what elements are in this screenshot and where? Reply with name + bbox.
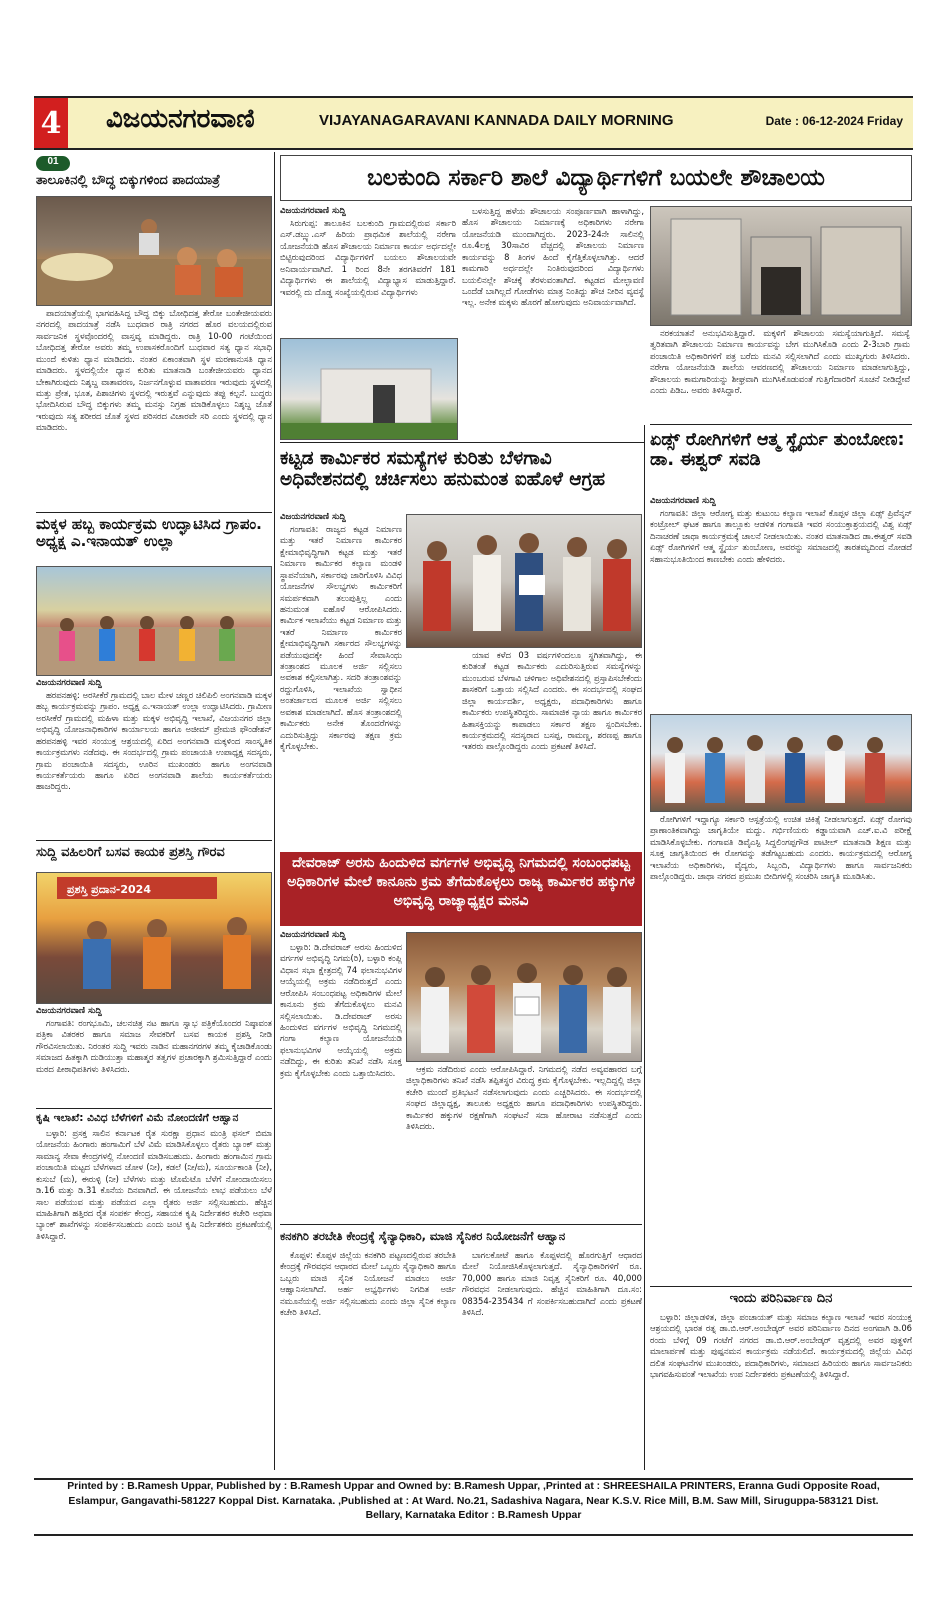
divider <box>36 1108 272 1109</box>
column-rule <box>644 425 645 1470</box>
lead-article-part-a <box>280 206 456 334</box>
lead-headline: ಬಲಕುಂದಿ ಸರ್ಕಾರಿ ಶಾಲೆ ವಿದ್ಯಾರ್ಥಿಗಳಿಗೆ ಬಯಲೇ ಶೌಚಾಲಯ <box>280 155 912 201</box>
article-construction-workers-b <box>462 650 642 848</box>
article-text: ರೋಗಿಗಳಿಗೆ ಇದ್ದಾಗ್ಯೂ ಸರ್ಕಾರಿ ಆಸ್ಪತ್ರೆಯಲ್ಲಿ ಉಚಿತ ಚಿಕಿತ್ಸೆ ನೀಡಲಾಗುತ್ತದೆ. ಏಡ್ಸ್ ರೋಗವು ಪ್ರಾಣಾಂತಿಕವಾಗಿದ್ದು ಜಾಗೃತಿಯೇ ಮದ್ದು. ಗರ್ಭಿಣಿಯರು ಕಡ್ಡಾಯವಾಗಿ ಎಚ್.ಐ.ವಿ ಪರೀಕ್ಷೆ ಮಾಡಿಸಿಕೊಳ್ಳಬೇಕು. ಗಂಗಾವತಿ ಡಿವೈಎಸ್ಪಿ ಸಿದ್ದಲಿಂಗಪ್ಪಗೌಡ ಪಾಟೀಲ್ ಮಾತನಾಡಿ ಶಿಕ್ಷಣ ಮತ್ತು ಸೂಕ್ತ ಜಾಗೃತಿಯಿಂದ ಈ ರೋಗವನ್ನು ತಡೆಗಟ್ಟಬಹುದು ಎಂದರು. ಕಾರ್ಯಕ್ರಮದಲ್ಲಿ ಆರೋಗ್ಯ ಇಲಾಖೆಯ ಅಧಿಕಾರಿಗಳು, ವೈದ್ಯರು, ಸಿಬ್ಬಂದಿ, ವಿದ್ಯಾರ್ಥಿಗಳು ಹಾಗೂ ಸಾರ್ವಜನಿಕರು ಪಾಲ್ಗೊಂಡಿದ್ದರು. ಜಾಥಾ ನಗರದ ಪ್ರಮುಖ ಬೀದಿಗಳಲ್ಲಿ ಸಂಚರಿಸಿ ಜಾಗೃತಿ ಮೂಡಿಸಿತು. <box>650 814 912 882</box>
divider <box>280 442 644 443</box>
masthead-title-kannada: ವಿಜಯನಗರವಾಣಿ <box>106 104 255 134</box>
imprint-line: Bellary, Karnataka Editor : B.Ramesh Uppar <box>365 1510 582 1522</box>
imprint-line: Printed by : B.Ramesh Uppar, Published by : B.Ramesh Uppar and Owned by: B.Ramesh Uppar, ,Printed at : SHREESHAILA PRINTERS, Eranna Gudi Opposite Road, <box>67 1481 880 1492</box>
photo-illustration <box>281 339 457 439</box>
article-devaraj-b <box>406 1064 642 1220</box>
byline: ವಿಜಯನಗರವಾಣಿ ಸುದ್ದಿ <box>36 678 102 688</box>
article-buddhist-padayatra <box>36 308 272 510</box>
divider <box>650 1286 912 1287</box>
article-text: ಬಳ್ಳಾರಿ: ಪ್ರಸಕ್ತ ಸಾಲಿನ ಕರ್ನಾಟಕ ರೈತ ಸುರಕ್ಷಾ ಪ್ರಧಾನ ಮಂತ್ರಿ ಫಸಲ್ ಬಿಮಾ ಯೋಜನೆಯ ಹಿಂಗಾರು ಹಂಗಾಮಿಗೆ ಬೆಳೆ ವಿಮೆ ಮಾಡಿಸಿಕೊಳ್ಳಲು ರೈತರು ಬ್ಯಾಂಕ್ ಮತ್ತು ಸಾಮಾನ್ಯ ಸೇವಾ ಕೇಂದ್ರಗಳಲ್ಲಿ ನೋಂದಣಿ ಮಾಡಿಸಬಹುದು. ಹಿಂಗಾರು ಹಂಗಾಮಿನ ಗ್ರಾಮ ಪಂಚಾಯಿತಿ ಮಟ್ಟದ ಬೆಳೆಗಳಾದ ಜೋಳ (ನೀ), ಕಡಲೆ (ನೀ/ಮ), ಸೂರ್ಯಕಾಂತಿ (ನೀ), ಕುಸುಬೆ (ಮ), ಈರುಳ್ಳಿ (ನೀ) ಬೆಳೆಗಳು ಮತ್ತು ಟೊಮೆಟೊ ಬೆಳೆಗೆ ನೋಂದಾಯಿಸಲು ಡಿ.16 ಮತ್ತು ಡಿ.31 ಕೊನೆಯ ದಿನವಾಗಿದೆ. ಈ ಯೋಜನೆಯ ಲಾಭ ಪಡೆಯಲು ಬೆಳೆ ಸಾಲ ಪಡೆಯುವ ಮತ್ತು ಪಡೆಯದ ಎಲ್ಲಾ ರೈತರು ಅರ್ಜಿ ಸಲ್ಲಿಸಬಹುದು. ಹೆಚ್ಚಿನ ಮಾಹಿತಿಗಾಗಿ ಹತ್ತಿರದ ರೈತ ಸಂಪರ್ಕ ಕೇಂದ್ರ, ಸಹಾಯಕ ಕೃಷಿ ನಿರ್ದೇಶಕರ ಕಚೇರಿ ಅಥವಾ ಬ್ಯಾಂಕ್ ಶಾಖೆಗಳನ್ನು ಸಂಪರ್ಕಿಸಬಹುದು ಎಂದು ಜಂಟಿ ಕೃಷಿ ನಿರ್ದೇಶಕರು ಪ್ರಕಟಣೆಯಲ್ಲಿ ತಿಳಿಸಿದ್ದಾರೆ. <box>36 1128 272 1241</box>
photo-illustration <box>651 207 911 325</box>
byline: ವಿಜಯನಗರವಾಣಿ ಸುದ್ದಿ <box>280 512 346 522</box>
article-childrens-fest <box>36 678 272 838</box>
divider <box>36 512 272 513</box>
article-text: ಪಾದಯಾತ್ರೆಯಲ್ಲಿ ಭಾಗವಹಿಸಿದ್ದ ಬೌದ್ಧ ಬಿಕ್ಕು ಬೋಧಿದತ್ತ ತೇರೋ ಬಂತೇಜೀಯವರು ನಗರದಲ್ಲಿ ಪಾದಯಾತ್ರೆ ನಡೆಸಿ ಬುಧವಾರ ರಾತ್ರಿ ನಗರದ ಹೊರ ವಲಯದಲ್ಲಿರುವ ಸಾರ್ವಜನಿಕ ಸ್ಥಳವೊಂದರಲ್ಲಿ ವಾಸ್ತವ್ಯ ಮಾಡಿದ್ದರು. ರಾತ್ರಿ 10-00 ಗಂಟೆಯಿಂದ ಬೋಧಿದತ್ತ ತೇರೋ ಅವರು ತಮ್ಮ ಉಪಾಸಕರೊಂದಿಗೆ ಬುಧವಾರ ಸತ್ಯ ಧ್ಯಾನ ಸಭಾಧಿ ಮುಂದೆ ಕುಳಿತು ಧ್ಯಾನ ಮಾಡಿದರು. ನಂತರ ಏಕಾಂತವಾಗಿ ಸ್ಥಳ ಮರಣಾನುಸತಿ ಧ್ಯಾನ ಮಾಡಿದರು. ಸ್ಥಳದಲ್ಲಿಯೇ ಧ್ಯಾನ ಕುರಿತು ಮಾತನಾಡಿ ಬಂತೇಜೀಯವರು ಧ್ಯಾನದ ಬೇಕಾಗಿರುವುದು ನಿಶ್ಶಬ್ದ ವಾತಾವರಣ, ನಿರ್ಜನಗೊಳ್ಳುವ ವಾತಾವರಣ ಇರುವುದು ಸ್ಥಳದಲ್ಲಿ ಮತ್ತು ಪ್ರೇತ, ಭೂತ, ಪಿಶಾಚಿಗಳು ಸ್ಥಳದಲ್ಲಿ ಇರುತ್ತವೆ ಎನ್ನುವುದು ತಪ್ಪು ಕಲ್ಪನೆ. ಬುದ್ಧರು ಭೋದಿಸಿರುವ ಬೌದ್ಧ ಬಿಕ್ಕುಗಳು ತಮ್ಮ ಮನಸ್ಸು ನಿಗ್ರಹ ಮಾಡಿಕೊಳ್ಳಲು ನಿಶ್ಶಬ್ದ ಜೊತೆ ಇರುವುದು ಸತ್ಯ ಶರೀರದ ಜೊತೆ ಸ್ಥಳದ ಪರಿಸರದ ವಿಚಾರವೇ ಸರಿ ಎಂದು ಸ್ಥಳದಲ್ಲಿ ಧ್ಯಾನ ಮಾಡಿದರು. <box>36 308 272 433</box>
page-badge: 01 <box>36 156 70 171</box>
photo-basava-award <box>36 872 272 1004</box>
masthead-title-english: VIJAYANAGARAVANI KANNADA DAILY MORNING <box>319 112 674 129</box>
footer-rule <box>34 1534 913 1536</box>
lead-article-part-c <box>650 328 910 422</box>
photo-illustration <box>407 933 641 1061</box>
photo-memorandum <box>406 514 642 648</box>
photo-illustration <box>651 715 911 811</box>
column-rule <box>274 152 275 1470</box>
article-construction-workers-a <box>280 512 402 848</box>
photo-devaraj-memorandum <box>406 932 642 1062</box>
headline-kanakagiri-training: ಕನಕಗಿರಿ ತರಬೇತಿ ಕೇಂದ್ರಕ್ಕೆ ಸೈನ್ಯಾಧಿಕಾರಿ, ಮಾಜಿ ಸೈನಿಕರ ನಿಯೋಜನೆಗೆ ಆಹ್ವಾನ <box>280 1229 566 1243</box>
article-text: ಆಕ್ರಮ ನಡೆದಿರುವ ಎಂದು ಆರೋಪಿಸಿದ್ದಾರೆ. ನಿಗಮದಲ್ಲಿ ನಡೆದ ಅವ್ಯವಹಾರದ ಬಗ್ಗೆ ಜಿಲ್ಲಾಧಿಕಾರಿಗಳು ತನಿಖೆ ನಡೆಸಿ ತಪ್ಪಿತಸ್ಥರ ವಿರುದ್ಧ ಕ್ರಮ ಕೈಗೊಳ್ಳಬೇಕು. ಇಲ್ಲದಿದ್ದಲ್ಲಿ ಜಿಲ್ಲಾ ಕಚೇರಿ ಮುಂದೆ ಪ್ರತಿಭಟನೆ ನಡೆಸಲಾಗುವುದು ಎಂದು ಎಚ್ಚರಿಸಿದರು. ಈ ಸಂದರ್ಭದಲ್ಲಿ ಸಂಘದ ಜಿಲ್ಲಾಧ್ಯಕ್ಷ, ತಾಲೂಕು ಅಧ್ಯಕ್ಷರು ಹಾಗೂ ಪದಾಧಿಕಾರಿಗಳು ಉಪಸ್ಥಿತರಿದ್ದರು. ಕಾರ್ಮಿಕರ ಹಕ್ಕುಗಳ ರಕ್ಷಣೆಗಾಗಿ ಸಂಘಟನೆ ಸದಾ ಹೋರಾಟ ನಡೆಸುತ್ತದೆ ಎಂದು ತಿಳಿಸಿದರು. <box>406 1064 642 1132</box>
article-text: ಗಂಗಾವತಿ: ರಂಗಭೂಮಿ, ಚಲನಚಿತ್ರ ನಟ ಹಾಗೂ ಸ್ವಾಭ ಪತ್ರಿಕೆಯೊಂದರ ನಿಷ್ಠಾವಂತ ಪತ್ರಿಕಾ ವಿತರಕರ ಹಾಗೂ ಸಮಾಜ ಸೇವಕರಿಗೆ ಬಸವ ಕಾಯಕ ಪ್ರಶಸ್ತಿ ನೀಡಿ ಗೌರವಿಸಲಾಯಿತು. ನಿರಂತರ ಸುದ್ದಿ ಇವರು ನಾಡಿನ ಮಹಾನಗರಗಳ ತಮ್ಮ ಕೈಚಾಡಿಕೊಂಡು ಸಮಾಜದ ಹಿತಕ್ಕಾಗಿ ದುಡಿಯುತ್ತಾ ಮಹಾತ್ಮರ ತತ್ವಗಳ ಪ್ರಚಾರಕ್ಕಾಗಿ ಶ್ರಮಿಸುತ್ತಿದ್ದಾರೆ ಎಂದು ಮಠದ ಪೀಠಾಧಿಪತಿಗಳು ತಿಳಿಸಿದರು. <box>36 1018 272 1074</box>
article-basava-award <box>36 1006 272 1106</box>
photo-illustration <box>37 197 271 305</box>
article-aids-day-a <box>650 496 912 710</box>
headline-aids-day: ಏಡ್ಸ್ ರೋಗಿಗಳಿಗೆ ಆತ್ಮ ಸ್ಥೈರ್ಯ ತುಂಬೋಣ: ಡಾ. ಈಶ್ವರ್ ಸವಡಿ <box>650 430 905 471</box>
photo-aids-rally <box>650 714 912 812</box>
article-text: ಬಳಸುತ್ತಿದ್ದ ಹಳೆಯ ಶೌಚಾಲಯ ಸಂಪೂರ್ಣವಾಗಿ ಹಾಳಾಗಿದ್ದು, ಹೊಸ ಶೌಚಾಲಯ ನಿರ್ಮಾಣಕ್ಕೆ ಅಧಿಕಾರಿಗಳು ನರೇಗಾ ಯೋಜನೆಯಡಿ ಮುಂದಾಗಿದ್ದರು. 2023-24ನೇ ಸಾಲಿನಲ್ಲಿ ರೂ.4ಲಕ್ಷ 30ಸಾವಿರ ವೆಚ್ಚದಲ್ಲಿ ಶೌಚಾಲಯ ನಿರ್ಮಾಣ ಕಾರ್ಯವನ್ನು 8 ತಿಂಗಳ ಹಿಂದೆ ಕೈಗೆತ್ತಿಕೊಳ್ಳಲಾಗಿತ್ತು. ಆದರೆ ಕಾಮಗಾರಿ ಅರ್ಧದಲ್ಲೇ ನಿಂತಿರುವುದರಿಂದ ವಿದ್ಯಾರ್ಥಿಗಳು ಬಯಲಿನಲ್ಲೇ ಶೌಚಕ್ಕೆ ತೆರಳುವಂತಾಗಿದೆ. ಕಟ್ಟಡದ ಮೇಲ್ಛಾವಣಿ ಒಂದೆಡೆ ಬಾಗಿಲ್ಲದೆ ಗೋಡೆಗಳು ಮಾತ್ರ ನಿಂತಿದ್ದು ಶೌಚ ನೀರಿನ ವ್ಯವಸ್ಥೆ ಇಲ್ಲ. ಅನೇಕ ಮಕ್ಕಳು ಹೊರಗೆ ಹೋಗುವುದು ಅನಿವಾರ್ಯವಾಗಿದೆ. <box>462 206 644 308</box>
article-parinirvana-day <box>650 1312 912 1468</box>
article-crop-insurance <box>36 1128 272 1468</box>
headline-childrens-fest: ಮಕ್ಕಳ ಹಬ್ಬ ಕಾರ್ಯಕ್ರಮ ಉದ್ಘಾಟಿಸಿದ ಗ್ರಾಪಂ. ಅಧ್ಯಕ್ಷ ಎ.ಇನಾಯತ್ ಉಲ್ಲಾ <box>36 515 262 551</box>
masthead <box>34 96 913 150</box>
divider <box>650 424 912 425</box>
lead-article-part-b <box>462 206 644 438</box>
byline: ವಿಜಯನಗರವಾಣಿ ಸುದ್ದಿ <box>280 206 346 216</box>
photo-banner-text: ಪ್ರಶಸ್ತಿ ಪ್ರದಾನ-2024 <box>67 883 151 896</box>
masthead-date: Date : 06-12-2024 Friday <box>765 114 903 128</box>
article-text: ಗಂಗಾವತಿ: ರಾಜ್ಯದ ಕಟ್ಟಡ ನಿರ್ಮಾಣ ಮತ್ತು ಇತರೆ ನಿರ್ಮಾಣ ಕಾರ್ಮಿಕರ ಕ್ಷೇಮಾಭಿವೃದ್ಧಿಗಾಗಿ ಕಟ್ಟಡ ಮತ್ತು ಇತರೆ ನಿರ್ಮಾಣ ಕಾರ್ಮಿಕರ ಕಲ್ಯಾಣ ಮಂಡಳಿ ಸ್ಥಾಪನೆಯಾಗಿ, ಸರ್ಕಾರವು ಜಾರಿಗೊಳಿಸಿ ವಿವಿಧ ಯೋಜನೆಗಳ ಸೌಲಭ್ಯಗಳು ಕಾರ್ಮಿಕರಿಗೆ ಸಮರ್ಪಕವಾಗಿ ತಲುಪುತ್ತಿಲ್ಲ ಎಂದು ಹನುಮಂತ ಐಹೊಳೆ ಆರೋಪಿಸಿದರು. ಕಾರ್ಮಿಕ ಇಲಾಖೆಯು ಕಟ್ಟಡ ನಿರ್ಮಾಣ ಮತ್ತು ಇತರೆ ನಿರ್ಮಾಣ ಕಾರ್ಮಿಕರ ಕ್ಷೇಮಾಭಿವೃದ್ಧಿಗಾಗಿ ಸರ್ಕಾರದ ಸೌಲಭ್ಯಗಳನ್ನು ಪಡೆಯುವುದಕ್ಕೇ ಹಿಂದೆ ಸೇವಾಸಿಂಧು ತಂತ್ರಾಂಶದ ಮೂಲಕ ಅರ್ಜಿ ಸಲ್ಲಿಸಲು ಅವಕಾಶ ಕಲ್ಪಿಸಲಾಗಿತ್ತು. ಸದರಿ ತಂತ್ರಾಂಶವನ್ನು ರದ್ದುಗೊಳಿಸಿ, ಇಲಾಖೆಯ ಸ್ವಾಧೀನ ಅಂತರ್ಜಾಲದ ಮೂಲಕ ಅರ್ಜಿ ಸಲ್ಲಿಸಲು ಅವಕಾಶ ಮಾಡಲಾಗಿದೆ. ಹೊಸ ತಂತ್ರಾಂಶದಲ್ಲಿ ಕಾರ್ಮಿಕರು ಅನೇಕ ತೊಂದರೆಗಳನ್ನು ಎದುರಿಸುತ್ತಿದ್ದು ಸರ್ಕಾರವು ತಕ್ಷಣ ಕ್ರಮ ಕೈಗೊಳ್ಳಬೇಕು. <box>280 524 402 752</box>
headline-parinirvana-day: ಇಂದು ಪರಿನಿರ್ವಾಣ ದಿನ <box>729 1291 833 1306</box>
article-aids-day-b <box>650 814 912 1280</box>
headline-basava-award: ಸುದ್ದಿ ವಹಿಲರಿಗೆ ಬಸವ ಕಾಯಕ ಪ್ರಶಸ್ತಿ ಗೌರವ <box>36 845 225 860</box>
imprint-line: Eslampur, Gangavathi-581227 Koppal Dist. Karnataka. ,Published at : At Ward. No.21, Sadashiva Nagara, Near K.S.V. Rice Mill, B.M. Saw Mill, Siruguppa-583121 Dist. <box>68 1495 879 1507</box>
photo-illustration <box>37 567 271 675</box>
imprint-footer <box>34 1478 913 1524</box>
photo-incomplete-toilet <box>650 206 912 326</box>
article-text: ಗಂಗಾವತಿ: ಜಿಲ್ಲಾ ಆರೋಗ್ಯ ಮತ್ತು ಕುಟುಂಬ ಕಲ್ಯಾಣ ಇಲಾಖೆ ಕೊಪ್ಪಳ ಜಿಲ್ಲಾ ಏಡ್ಸ್ ಪ್ರಿವೆನ್ಶನ್ ಕಂಟ್ರೋಲ್ ಘಟಕ ಹಾಗೂ ತಾಲ್ಲೂಕು ಆಡಳಿತ ಗಂಗಾವತಿ ಇವರ ಸಂಯುಕ್ತಾಶ್ರಯದಲ್ಲಿ ವಿಶ್ವ ಏಡ್ಸ್ ದಿನಾಚರಣೆ ಜಾಥಾ ಕಾರ್ಯಕ್ರಮಕ್ಕೆ ಚಾಲನೆ ನೀಡಲಾಯಿತು. ನಂತರ ಮಾತನಾಡಿದ ಡಾ.ಈಶ್ವರ್ ಸವಡಿ ಏಡ್ಸ್ ರೋಗಿಗಳಿಗೆ ಆತ್ಮ ಸ್ಥೈರ್ಯ ತುಂಬೋಣ, ಅವರನ್ನು ಸಮಾಜದಲ್ಲಿ ತಾರತಮ್ಯದಿಂದ ನೋಡದೆ ಸಹಾನುಭೂತಿಯಿಂದ ಕಾಣಬೇಕು ಎಂದು ಹೇಳಿದರು. <box>650 508 912 564</box>
photo-illustration <box>407 515 641 647</box>
article-kanakagiri-a <box>280 1250 456 1468</box>
photo-illustration <box>37 873 271 1003</box>
article-text: ಸಿರುಗುಪ್ಪ: ತಾಲೂಕಿನ ಬಲಕುಂದಿ ಗ್ರಾಮದಲ್ಲಿರುವ ಸರ್ಕಾರಿ ಎಸ್.ಡಬ್ಲ್ಯು.ಎಸ್ ಹಿರಿಯ ಪ್ರಾಥಮಿಕ ಶಾಲೆಯಲ್ಲಿ ನರೇಗಾ ಯೋಜನೆಯಡಿ ಹೊಸ ಶೌಚಾಲಯ ನಿರ್ಮಾಣ ಕಾರ್ಯ ಅರ್ಧದಲ್ಲೇ ಬಿಟ್ಟಿರುವುದರಿಂದ ವಿದ್ಯಾರ್ಥಿಗಳಿಗೆ ಬಯಲು ಶೌಚಾಲಯವೇ ಅನಿವಾರ್ಯವಾಗಿದೆ. 1 ರಿಂದ 8ನೇ ತರಗತಿವರೆಗೆ 181 ವಿದ್ಯಾರ್ಥಿಗಳು ಈ ಶಾಲೆಯಲ್ಲಿ ವಿದ್ಯಾಭ್ಯಾಸ ಮಾಡುತ್ತಿದ್ದಾರೆ. ಇವರಲ್ಲಿ ದು ದೊಡ್ಡ ಸಂಖ್ಯೆಯಲ್ಲಿರುವ ವಿದ್ಯಾರ್ಥಿಗಳು <box>280 218 456 297</box>
headline-crop-insurance: ಕೃಷಿ ಇಲಾಖೆ: ವಿವಿಧ ಬೆಳೆಗಳಿಗೆ ವಿಮೆ ನೋಂದಣಿಗೆ ಆಹ್ವಾನ <box>36 1112 239 1124</box>
byline: ವಿಜಯನಗರವಾಣಿ ಸುದ್ದಿ <box>280 930 346 940</box>
article-text: ಬಳ್ಳಾರಿ: ಡಿ.ದೇವರಾಜ್ ಅರಸು ಹಿಂದುಳಿದ ವರ್ಗಗಳ ಅಭಿವೃದ್ಧಿ ನಿಗಮ(ರಿ), ಬಳ್ಳಾರಿ ಕಂಪ್ಲಿ ವಿಧಾನ ಸಭಾ ಕ್ಷೇತ್ರದಲ್ಲಿ 74 ಫಲಾನುಭವಿಗಳ ಆಯ್ಕೆಯಲ್ಲಿ ಅಕ್ರಮ ನಡೆದಿರುತ್ತದೆ ಎಂದು ಆರೋಪಿಸಿ ಸಂಬಂಧಪಟ್ಟ ಅಧಿಕಾರಿಗಳ ಮೇಲೆ ಕಾನೂನು ಕ್ರಮ ತೆಗೆದುಕೊಳ್ಳಲು ಮನವಿ ಸಲ್ಲಿಸಲಾಯಿತು. ಡಿ.ದೇವರಾಜ್ ಅರಸು ಹಿಂದುಳಿದ ವರ್ಗಗಳ ಅಭಿವೃದ್ಧಿ ನಿಗಮದಲ್ಲಿ ಗಂಗಾ ಕಲ್ಯಾಣ ಯೋಜನೆಯಡಿ ಫಲಾನುಭವಿಗಳ ಆಯ್ಕೆಯಲ್ಲಿ ಅಕ್ರಮ ನಡೆದಿದ್ದು, ಈ ಕುರಿತು ತನಿಖೆ ನಡೆಸಿ ಸೂಕ್ತ ಕ್ರಮ ಕೈಗೊಳ್ಳಬೇಕು ಎಂದು ಒತ್ತಾಯಿಸಿದರು. <box>280 942 402 1078</box>
photo-childrens-fest <box>36 566 272 676</box>
headline-buddhist-padayatra: ತಾಲೂಕಿನಲ್ಲಿ ಬೌದ್ಧ ಬಿಕ್ಕುಗಳಿಂದ ಪಾದಯಾತ್ರೆ <box>36 173 221 188</box>
banner-devaraj-urs: ದೇವರಾಜ್ ಅರಸು ಹಿಂದುಳಿದ ವರ್ಗಗಳ ಅಭಿವೃದ್ಧಿ ನಿಗಮದಲ್ಲಿ ಸಂಬಂಧಪಟ್ಟ ಅಧಿಕಾರಿಗಳ ಮೇಲೆ ಕಾನೂನು ಕ್ರಮ ತೆಗೆದುಕೊಳ್ಳಲು ರಾಜ್ಯ ಕಾರ್ಮಿಕರ ಹಕ್ಕುಗಳ ಅಭಿವೃದ್ಧಿ ರಾಜ್ಯಾಧ್ಯಕ್ಷರ ಮನವಿ <box>280 852 642 926</box>
article-text: ಹರಪನಹಳ್ಳಿ: ಅರಸೀಕೆರೆ ಗ್ರಾಮದಲ್ಲಿ ಬಾಲ ಮೇಳ ಚಣ್ಣರ ಚಿಲಿಪಿಲಿ ಅಂಗನವಾಡಿ ಮಕ್ಕಳ ಹಬ್ಬ ಕಾರ್ಯಕ್ರಮವನ್ನು ಗ್ರಾಪಂ. ಅಧ್ಯಕ್ಷ ಎ.ಇನಾಯತ್ ಉಲ್ಲಾ ಉದ್ಘಾಟಿಸಿದರು. ಗ್ರಾಮೀಣ ಅರಸೀಕೆರೆ ಗ್ರಾಮದಲ್ಲಿ ಮಹಿಳಾ ಮತ್ತು ಮಕ್ಕಳ ಅಭಿವೃದ್ಧಿ ಇಲಾಖೆ, ವಿಜಯನಗರ ಜಿಲ್ಲಾ ಅಭಿವೃದ್ಧಿ ಯೋಜನಾಧಿಕಾರಿಗಳ ಕಾರ್ಯಾಲಯ ಹಾಗೂ ಅಜೀಮ್ ಪ್ರೇಮಜಿ ಫೌಂಡೇಶನ್ ಹರಪನಹಳ್ಳಿ ಇವರ ಸಂಯುಕ್ತ ಆಶ್ರಯದಲ್ಲಿ ಏರಿದ ಅಂಗನವಾಡಿ ಮಕ್ಕಳಿಂದ ಸಾಂಸ್ಕೃತಿಕ ಕಾರ್ಯಕ್ರಮಗಳು ನಡೆದವು. ಈ ಸಂದರ್ಭದಲ್ಲಿ ಗ್ರಾಮ ಪಂಚಾಯತಿ ಉಪಾಧ್ಯಕ್ಷ ಸದಸ್ಯರು, ಗ್ರಾಮ ಪಂಚಾಯಿತಿ ಸದಸ್ಯರು, ಊರಿನ ಮುಖಂಡರು ಹಾಗೂ ಅಂಗನವಾಡಿ ಕಾರ್ಯಕರ್ತೆಯರು ಹಾಗೂ ಏರಿದ ಅಂಗನವಾಡಿ ಶಾಲೆಯ ಕಾರ್ಯಕರ್ತೆಯರು ಹಾಜರಿದ್ದರು. <box>36 690 272 792</box>
article-text: ಬಳ್ಳಾರಿ: ಜಿಲ್ಲಾಡಳಿತ, ಜಿಲ್ಲಾ ಪಂಚಾಯತ್ ಮತ್ತು ಸಮಾಜ ಕಲ್ಯಾಣ ಇಲಾಖೆ ಇವರ ಸಂಯುಕ್ತ ಆಶ್ರಯದಲ್ಲಿ ಭಾರತ ರತ್ನ ಡಾ.ಬಿ.ಆರ್.ಅಂಬೇಡ್ಕರ್ ಅವರ ಪರಿನಿರ್ವಾಣ ದಿನದ ಅಂಗವಾಗಿ ಡಿ.06 ರಂದು ಬೆಳಿಗ್ಗೆ 09 ಗಂಟೆಗೆ ನಗರದ ಡಾ.ಬಿ.ಆರ್.ಅಂಬೇಡ್ಕರ್ ವೃತ್ತದಲ್ಲಿ ಅವರ ಪುತ್ಥಳಿಗೆ ಮಾಲಾರ್ಪಣೆ ಮತ್ತು ಪುಷ್ಪನಮನ ಕಾರ್ಯಕ್ರಮ ನಡೆಯಲಿದೆ. ಕಾರ್ಯಕ್ರಮದಲ್ಲಿ ಜಿಲ್ಲೆಯ ವಿವಿಧ ದಲಿತ ಸಂಘಟನೆಗಳ ಮುಖಂಡರು, ಪದಾಧಿಕಾರಿಗಳು, ಸಮಾಜದ ಹಿರಿಯರು ಹಾಗೂ ಸಾರ್ವಜನಿಕರು ಭಾಗವಹಿಸುವಂತೆ ಇಲಾಖೆಯ ಉಪ ನಿರ್ದೇಶಕರು ಪ್ರಕಟಣೆಯಲ್ಲಿ ತಿಳಿಸಿದ್ದಾರೆ. <box>650 1312 912 1380</box>
article-text: ಬಾಗಲಕೋಟೆ ಹಾಗೂ ಕೊಪ್ಪಳದಲ್ಲಿ ಹೊರಗುತ್ತಿಗೆ ಆಧಾರದ ಮೇಲೆ ನಿಯೋಜಿಸಿಕೊಳ್ಳಲಾಗುತ್ತದೆ. ಸೈನ್ಯಾಧಿಕಾರಿಗಳಿಗೆ ರೂ. 70,000 ಹಾಗೂ ಮಾಜಿ ನಿವೃತ್ತ ಸೈನಿಕರಿಗೆ ರೂ. 40,000 ಗೌರವಧನ ನೀಡಲಾಗುವುದು. ಹೆಚ್ಚಿನ ಮಾಹಿತಿಗಾಗಿ ದೂ.ಸಂ: 08354-235434 ಗೆ ಸಂಪರ್ಕಿಸಬಹುದಾಗಿದೆ ಎಂದು ಪ್ರಕಟಣೆ ತಿಳಿಸಿದೆ. <box>462 1250 642 1318</box>
byline: ವಿಜಯನಗರವಾಣಿ ಸುದ್ದಿ <box>650 496 716 506</box>
article-text: ಕೊಪ್ಪಳ: ಕೊಪ್ಪಳ ಜಿಲ್ಲೆಯ ಕನಕಗಿರಿ ಪಟ್ಟಣದಲ್ಲಿರುವ ತರಬೇತಿ ಕೇಂದ್ರಕ್ಕೆ ಗೌರವಧನ ಆಧಾರದ ಮೇಲೆ ಒಬ್ಬರು ಸೈನ್ಯಾಧಿಕಾರಿ ಹಾಗೂ ಒಬ್ಬರು ಮಾಜಿ ಸೈನಿಕ ನಿಯೋಜನೆ ಮಾಡಲು ಅರ್ಜಿ ಆಹ್ವಾನಿಸಲಾಗಿದೆ. ಅರ್ಹ ಅಭ್ಯರ್ಥಿಗಳು ನಿಗದಿತ ಅರ್ಜಿ ನಮೂನೆಯಲ್ಲಿ ಅರ್ಜಿ ಸಲ್ಲಿಸಬಹುದು ಎಂದು ಜಿಲ್ಲಾ ಸೈನಿಕ ಕಲ್ಯಾಣ ಕಚೇರಿ ತಿಳಿಸಿದೆ. <box>280 1250 456 1318</box>
article-text: ನರಕಯಾತನೆ ಅನುಭವಿಸುತ್ತಿದ್ದಾರೆ. ಮಕ್ಕಳಿಗೆ ಶೌಚಾಲಯ ಸಮಸ್ಯೆಯಾಗುತ್ತಿದೆ. ಸಮಸ್ಯೆ ತ್ವರಿತವಾಗಿ ಶೌಚಾಲಯ ನಿರ್ಮಾಣ ಕಾರ್ಯವನ್ನು ಬೇಗ ಮುಗಿಸಿಕೊಡಿ ಎಂದು 2-3ಬಾರಿ ಗ್ರಾಮ ಪಂಚಾಯಿತಿ ಅಧಿಕಾರಿಗಳಿಗೆ ಪತ್ರ ಬರೆದು ಮನವಿ ಸಲ್ಲಿಸಲಾಗಿದೆ ಎಂದು ಮುಖ್ಯಗುರು ತಿಳಿಸಿದರು. ನರೇಗಾ ಯೋಜನೆಯಡಿ ಶಾಲೆಯ ಆವರಣದಲ್ಲಿ ಶೌಚಾಲಯ ನಿರ್ಮಾಣ ಮಾಡಲಾಗುತ್ತಿದ್ದು, ಶೌಚಾಲಯ ಕಾಮಗಾರಿಯನ್ನು ಶೀಘ್ರವಾಗಿ ಮುಗಿಸಿಕೊಡುವಂತೆ ಗುತ್ತಿಗೆದಾರರಿಗೆ ಸೂಚನೆ ನೀಡಿದ್ದೇವೆ ಎಂದು ಪಿಡಿಒ. ಅವರು ತಿಳಿಸಿದ್ದಾರೆ. <box>650 328 910 396</box>
byline: ವಿಜಯನಗರವಾಣಿ ಸುದ್ದಿ <box>36 1006 102 1016</box>
article-text: ಯಾವ ಕಳೆದ 03 ವರ್ಷಗಳಿಂದಲೂ ಸ್ಥಗಿತವಾಗಿದ್ದು, ಈ ಕುರಿತಂತೆ ಕಟ್ಟಡ ಕಾರ್ಮಿಕರು ಎದುರಿಸುತ್ತಿರುವ ಸಮಸ್ಯೆಗಳನ್ನು ಮುಂಬರುವ ಬೆಳಗಾವಿ ಚಳಿಗಾಲ ಅಧಿವೇಶನದಲ್ಲಿ ಪ್ರಸ್ತಾಪಿಸಬೇಕೆಂದು ಶಾಸಕರಿಗೆ ಒತ್ತಾಯ ಸಲ್ಲಿಸಿದೆ ಎಂದರು. ಈ ಸಂದರ್ಭದಲ್ಲಿ ಸಂಘದ ಜಿಲ್ಲಾ ಕಾರ್ಯದರ್ಶಿ, ಅಧ್ಯಕ್ಷರು, ಪದಾಧಿಕಾರಿಗಳು ಹಾಗೂ ಕಾರ್ಮಿಕರು ಉಪಸ್ಥಿತರಿದ್ದರು. ಸಾಮಾಜಿಕ ನ್ಯಾಯ ಹಾಗೂ ಕಾರ್ಮಿಕರ ಹಿತಾಸಕ್ತಿಯನ್ನು ಕಾಪಾಡಲು ಸರ್ಕಾರ ತಕ್ಷಣ ಸ್ಪಂದಿಸಬೇಕು. ಕಾರ್ಯಕ್ರಮದಲ್ಲಿ ಸದಸ್ಯರಾದ ಬಸಪ್ಪ, ರಾಮಣ್ಣ, ಶರಣಪ್ಪ ಹಾಗೂ ಇತರರು ಪಾಲ್ಗೊಂಡಿದ್ದರು ಎಂದು ಪ್ರಕಟಣೆ ತಿಳಿಸಿದೆ. <box>462 650 642 752</box>
photo-monks-meditation <box>36 196 272 306</box>
headline-construction-workers: ಕಟ್ಟಡ ಕಾರ್ಮಿಕರ ಸಮಸ್ಯೆಗಳ ಕುರಿತು ಬೆಳಗಾವಿ ಅಧಿವೇಶನದಲ್ಲಿ ಚರ್ಚಿಸಲು ಹನುಮಂತ ಐಹೊಳೆ ಆಗ್ರಹ <box>280 448 606 491</box>
article-devaraj-a <box>280 930 402 1220</box>
page-number: 4 <box>34 98 68 148</box>
divider <box>280 1224 642 1225</box>
photo-toilet-building <box>280 338 458 440</box>
divider <box>36 840 272 841</box>
article-kanakagiri-b <box>462 1250 642 1468</box>
